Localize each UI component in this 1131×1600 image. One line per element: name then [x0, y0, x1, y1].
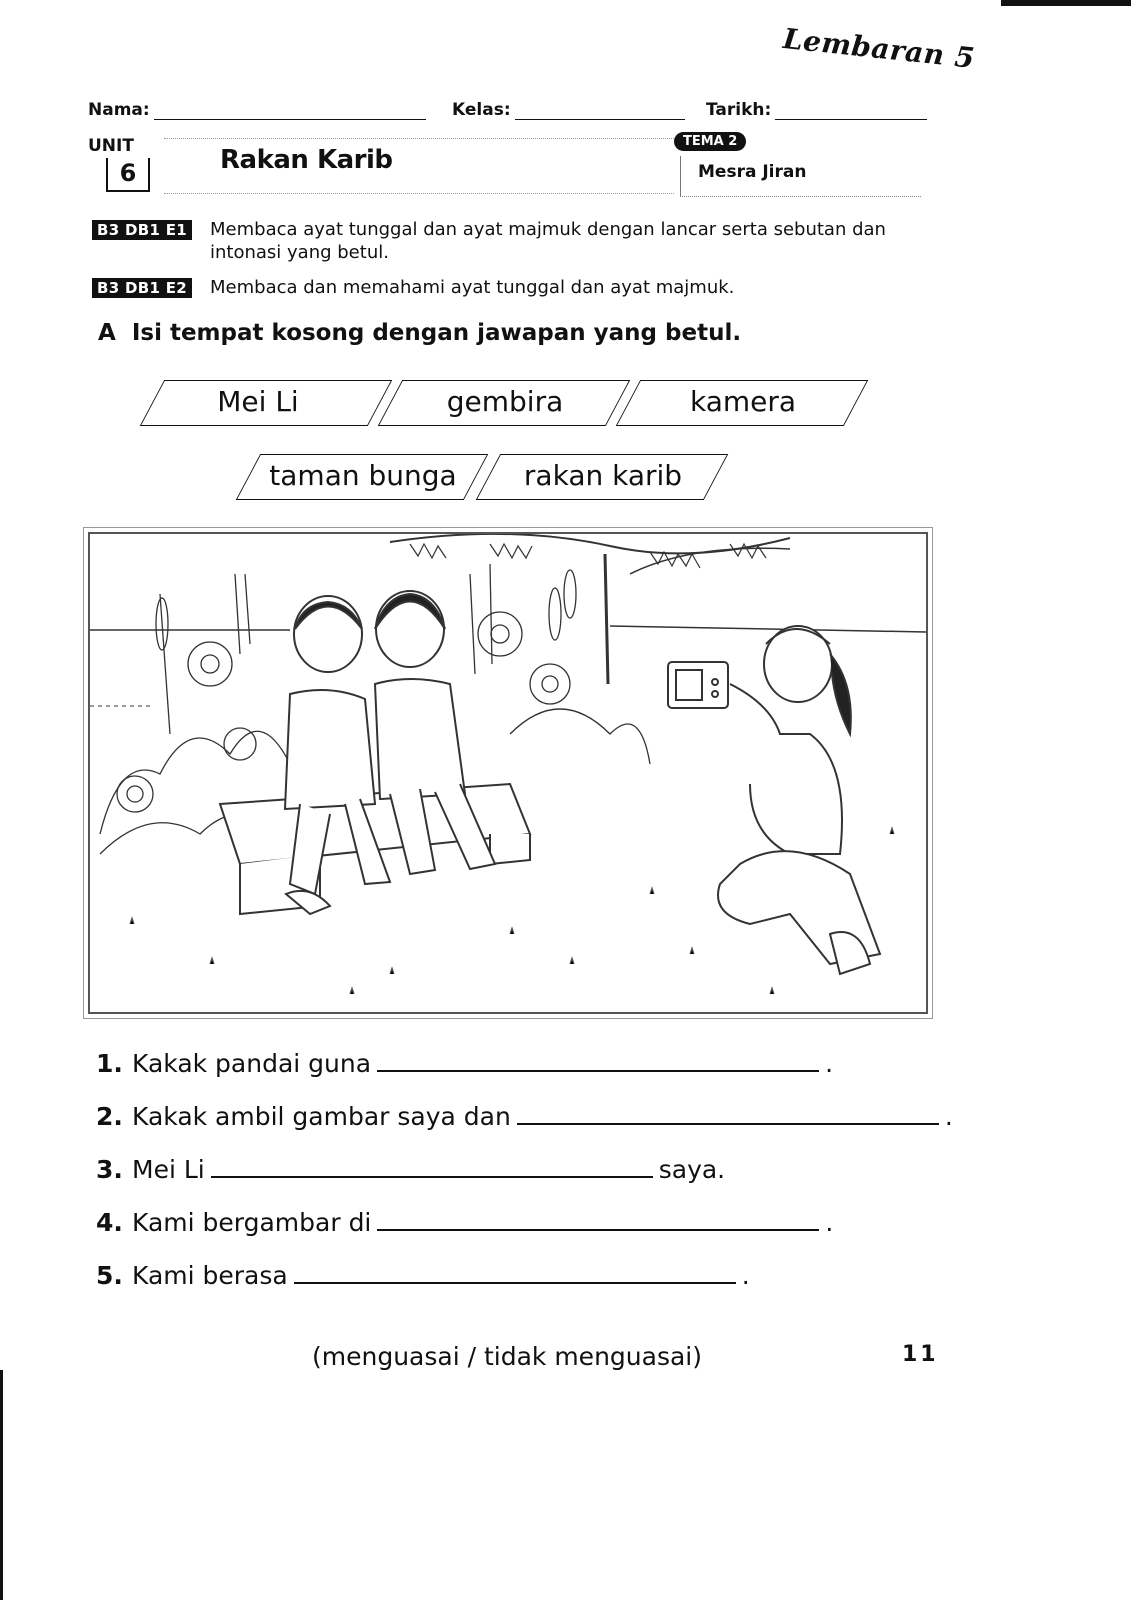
section-instruction: Isi tempat kosong dengan jawapan yang betul.: [131, 320, 742, 346]
tarikh-line[interactable]: [775, 101, 927, 120]
objective-2-text: Membaca dan memahami ayat tunggal dan ayat majmuk.: [210, 277, 735, 298]
unit-label: UNIT: [88, 136, 134, 156]
tarikh-field[interactable]: [706, 100, 927, 120]
word-option[interactable]: gembira: [446, 385, 564, 418]
word-option[interactable]: kamera: [689, 385, 797, 418]
illustration-drawing: [90, 534, 926, 1012]
nama-field[interactable]: [88, 100, 426, 120]
question-1: [96, 1046, 833, 1078]
question-end: saya.: [658, 1155, 726, 1184]
question-text: Kami berasa: [132, 1261, 288, 1290]
answer-blank[interactable]: [211, 1152, 653, 1178]
question-end: .: [825, 1049, 834, 1078]
question-number: 2.: [96, 1102, 123, 1131]
answer-blank[interactable]: [294, 1258, 736, 1284]
question-text: Kakak ambil gambar saya dan: [132, 1102, 511, 1131]
tema-name: Mesra Jiran: [698, 162, 807, 182]
objective-1-text: [210, 218, 910, 264]
word-option[interactable]: Mei Li: [217, 385, 299, 418]
unit-number: 6: [106, 158, 150, 192]
kelas-label: Kelas:: [452, 100, 511, 120]
objective-code: B3 DB1 E2: [92, 278, 192, 298]
objective-2: [92, 278, 192, 297]
word-option[interactable]: taman bunga: [269, 459, 457, 492]
objective-text-line: intonasi yang betul.: [210, 242, 389, 263]
left-edge-mark: [0, 1370, 3, 1600]
mastery-note: (menguasai / tidak menguasai): [312, 1342, 702, 1371]
objective-1: [92, 220, 192, 239]
kelas-line[interactable]: [515, 101, 685, 120]
objective-text-line: Membaca ayat tunggal dan ayat majmuk dengan lancar serta sebutan dan: [210, 219, 886, 240]
top-edge-mark: [1001, 0, 1131, 6]
page-number: 11: [902, 1342, 939, 1367]
question-text: Kami bergambar di: [132, 1208, 372, 1237]
question-text: Kakak pandai guna: [132, 1049, 372, 1078]
tema-badge: TEMA 2: [674, 132, 746, 151]
answer-blank[interactable]: [377, 1046, 819, 1072]
unit-title: Rakan Karib: [220, 145, 393, 175]
answer-blank[interactable]: [377, 1205, 819, 1231]
question-number: 3.: [96, 1155, 123, 1184]
question-number: 4.: [96, 1208, 123, 1237]
question-end: .: [944, 1102, 953, 1131]
objective-code: B3 DB1 E1: [92, 220, 192, 240]
section-heading: [98, 320, 741, 346]
word-option[interactable]: rakan karib: [523, 459, 683, 492]
question-number: 5.: [96, 1261, 123, 1290]
question-number: 1.: [96, 1049, 123, 1078]
question-text: Mei Li: [132, 1155, 205, 1184]
kelas-field[interactable]: [452, 100, 685, 120]
section-letter: A: [98, 320, 116, 346]
tarikh-label: Tarikh:: [706, 100, 772, 120]
illustration: [88, 532, 928, 1014]
question-end: .: [825, 1208, 834, 1237]
question-5: [96, 1258, 750, 1290]
nama-line[interactable]: [154, 101, 426, 120]
question-2: [96, 1099, 953, 1131]
answer-blank[interactable]: [517, 1099, 939, 1125]
unit-box: [84, 136, 162, 192]
question-4: [96, 1205, 833, 1237]
nama-label: Nama:: [88, 100, 150, 120]
sheet-label: Lembaran 5: [781, 22, 977, 75]
question-end: .: [741, 1261, 750, 1290]
question-3: [96, 1152, 725, 1184]
